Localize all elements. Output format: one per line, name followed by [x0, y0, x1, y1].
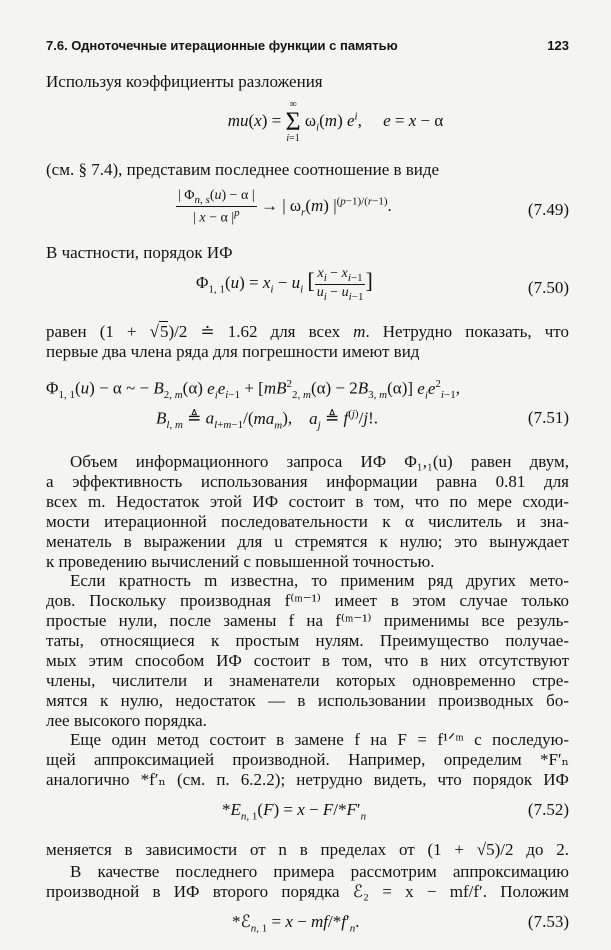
paragraph-3: В частности, порядок ИФ [46, 243, 233, 262]
paragraph-2: (см. § 7.4), представим последнее соотношение в виде [46, 160, 440, 179]
paragraph-9-line: В качестве последнего примера рассмотрим аппроксимацию [70, 862, 569, 881]
equation-7-50: $\Phi_{1, 1}(u) = x_i - u_i$ [ $\frac{x_i - x_{i-1}}{u_i - u_{i-1}}$ ] [196, 266, 373, 303]
paragraph-8: меняется в зависимости от n в пределах от (1 + √5)/2 до 2. [46, 840, 569, 859]
paragraph-6-line: мятся к нулю, недостаток — в использовании производных бо- [46, 691, 569, 710]
equation-number-7-51: (7.51) [527, 408, 569, 427]
section-title: 7.6. Одноточечные итерационные функции с памятью [46, 38, 398, 53]
paragraph-7-line: Еще один метод состоит в замене f на F = f¹ᐟᵐ с последую- [70, 730, 569, 749]
paragraph-9-line: производной в ИФ второго порядка ℰ₂ = x − mf/f′. Положим [46, 882, 569, 901]
running-header [46, 38, 569, 53]
paragraph-5-line: мости итерационной последовательности к α числитель и зна- [46, 512, 569, 531]
paragraph-6-line: лее высокого порядка. [46, 711, 207, 730]
sum-symbol: ∞ Σ i=1 [285, 99, 301, 144]
equation-number-7-50: (7.50) [527, 278, 569, 297]
paragraph-4-line-2: первые два члена ряда для погрешности имеют вид [46, 342, 420, 361]
equation-number-7-53: (7.53) [527, 912, 569, 931]
paragraph-1: Используя коэффициенты разложения [46, 72, 323, 91]
approx-value: 1.62 [227, 322, 258, 341]
paragraph-6-line: мых этим способом ИФ состоит в том, что в них отсутствуют [46, 651, 569, 670]
page-number: 123 [547, 38, 569, 53]
paragraph-4-line-1: равен (1 + √5)/2 ≐ 1.62 для всех m. Нетрудно показать, что [46, 322, 569, 341]
equation-7-52: $*E_{n, 1}(F) = x - F/*F'_n$ [222, 800, 367, 823]
paragraph-7-line: аналогично *f′ₙ (см. п. 6.2.2); нетрудно видеть, что порядок ИФ [46, 770, 569, 789]
paragraph-7-line: щей аппроксимацией производной. Например, определим *F′ₙ [46, 750, 569, 769]
paragraph-5-line: Объем информационного запроса ИФ Φ₁,₁(u) равен двум, [70, 452, 569, 471]
paragraph-6-line: простые нули, после замены f на f⁽ᵐ⁻¹⁾ применимы все резуль- [46, 611, 569, 630]
paragraph-5-line: к проведению вычислений с повышенной точностью. [46, 552, 435, 571]
paragraph-6-line: дов. Поскольку производная f⁽ᵐ⁻¹⁾ имеет в этом случае только [46, 591, 569, 610]
paragraph-5-line: менатель в выражении для u стремятся к нулю; это вынуждает [46, 532, 569, 551]
paragraph-5-line: всех m. Недостаток этой ИФ состоит в том, что по мере сходи- [46, 492, 569, 511]
paragraph-6-line: таты, относящиеся к простым нулям. Преимущество получае- [46, 631, 569, 650]
paragraph-5-line: а эффективность использования информации равна 0.81 для [46, 472, 569, 491]
equation-7-53: *ℰ$_{n, 1}$ = $x - mf/*f'_n$. [232, 912, 360, 935]
paragraph-6-line: Если кратность m известна, то применим ряд других мето- [70, 571, 569, 590]
equation-mu: mu(x) = ∞ Σ i=1 $\omega_i(m)$ $e^i$, e = x − α [227, 99, 444, 144]
equation-7-49: $\frac{| \Phi_{n, s}(u) - \alpha |}{| x - \alpha |^p}$ → | $\omega_r(m)$ $|^{(p-1)/(r-1)}$. [178, 188, 392, 226]
equation-7-51-line-1: $\Phi_{1, 1}(u) - \alpha$ ~ − $B_{2, m}(\alpha) e_ie_{i-1} + [mB^2_{2, m}(\alpha) - 2B_{3, m}(\alpha)]$ $e_ie^2_{i-1}$, [46, 378, 460, 402]
equation-number-7-49: (7.49) [527, 200, 569, 219]
equation-number-7-52: (7.52) [527, 800, 569, 819]
equation-7-51-line-2: $B_{l, m}$ ≜ $a_{l+m-1}/(ma_m)$, $a_j$ ≜ $f^{(j)}/j$!. [156, 408, 378, 432]
paragraph-6-line: члены, числители и знаменатели которых одновременно стре- [46, 671, 569, 690]
